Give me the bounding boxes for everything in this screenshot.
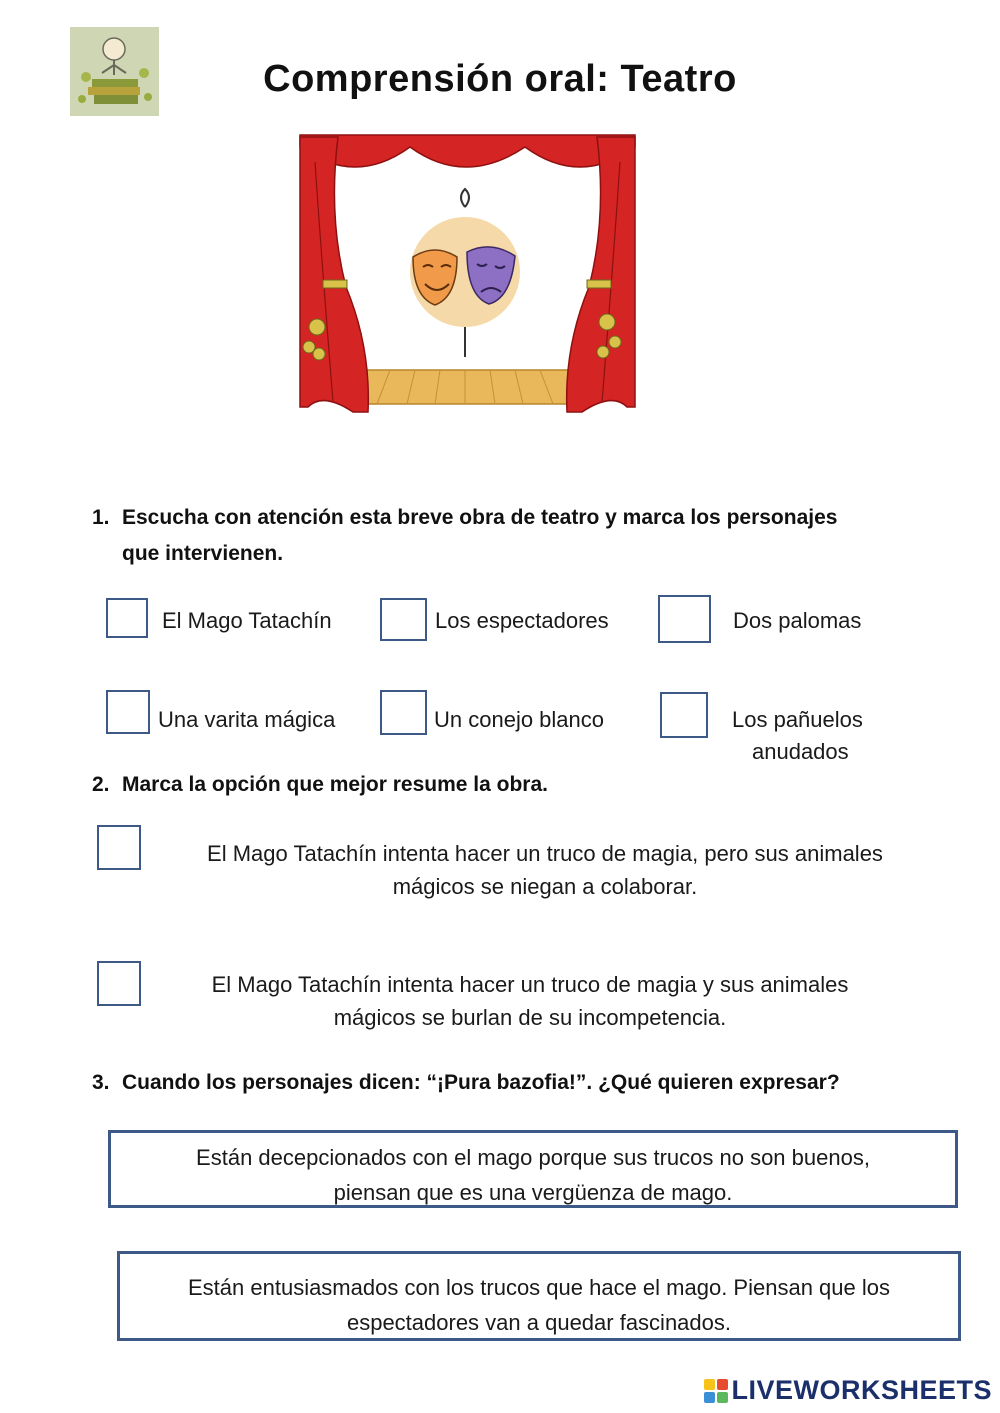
option-los-panuelos-line1: Los pañuelos [732, 707, 863, 732]
question-1-text-line1: Escucha con atención esta breve obra de teatro y marca los personajes [122, 506, 838, 529]
brand-text: LIVEWORKSHEETS [731, 1375, 992, 1405]
checkbox-una-varita-magica[interactable] [106, 690, 150, 734]
option-los-espectadores: Los espectadores [435, 608, 609, 633]
option-el-mago-tatachin: El Mago Tatachín [162, 608, 332, 633]
question-3-text: Cuando los personajes dicen: “¡Pura bazofia!”. ¿Qué quieren expresar? [122, 1071, 840, 1094]
answer-option-2-line2: espectadores van a quedar fascinados. [346, 1310, 732, 1335]
theater-stage-illustration [295, 132, 640, 432]
answer-option-1-line1: Están decepcionados con el mago porque sus trucos no son buenos, [196, 1145, 870, 1170]
answer-option-2[interactable] [117, 1251, 961, 1341]
question-1 [92, 500, 972, 572]
summary-option-1 [160, 837, 930, 903]
summary-option-1-line1: El Mago Tatachín intenta hacer un truco de magia, pero sus animales [207, 841, 883, 866]
summary-option-2 [145, 968, 915, 1034]
answer-option-1[interactable] [108, 1130, 958, 1208]
question-2-text: Marca la opción que mejor resume la obra. [122, 773, 548, 796]
answer-option-1-line2: piensan que es una vergüenza de mago. [333, 1180, 733, 1205]
question-3-number: 3. [92, 1071, 110, 1094]
question-3 [92, 1065, 972, 1101]
liveworksheets-logo-icon [703, 1378, 729, 1404]
liveworksheets-brand [703, 1375, 992, 1406]
summary-option-2-line2: mágicos se burlan de su incompetencia. [333, 1005, 727, 1030]
question-2 [92, 767, 972, 803]
checkbox-summary-2[interactable] [97, 961, 141, 1006]
answer-option-2-line1: Están entusiasmados con los trucos que hace el mago. Piensan que los [188, 1275, 890, 1300]
question-1-number: 1. [92, 506, 110, 529]
option-dos-palomas: Dos palomas [733, 608, 862, 633]
checkbox-summary-1[interactable] [97, 825, 141, 870]
checkbox-dos-palomas[interactable] [658, 595, 711, 643]
question-2-number: 2. [92, 773, 110, 796]
question-1-text-line2: que intervienen. [122, 542, 284, 565]
summary-option-1-line2: mágicos se niegan a colaborar. [392, 874, 698, 899]
checkbox-un-conejo-blanco[interactable] [380, 690, 427, 735]
checkbox-los-espectadores[interactable] [380, 598, 427, 641]
summary-option-2-line1: El Mago Tatachín intenta hacer un truco de magia y sus animales [211, 972, 849, 997]
option-un-conejo-blanco: Un conejo blanco [434, 707, 605, 732]
checkbox-el-mago-tatachin[interactable] [106, 598, 148, 638]
option-una-varita-magica: Una varita mágica [158, 707, 336, 732]
page-title: Comprensión oral: Teatro [263, 58, 737, 100]
checkbox-los-panuelos-anudados[interactable] [660, 692, 708, 738]
option-los-panuelos-line2: anudados [752, 739, 849, 764]
